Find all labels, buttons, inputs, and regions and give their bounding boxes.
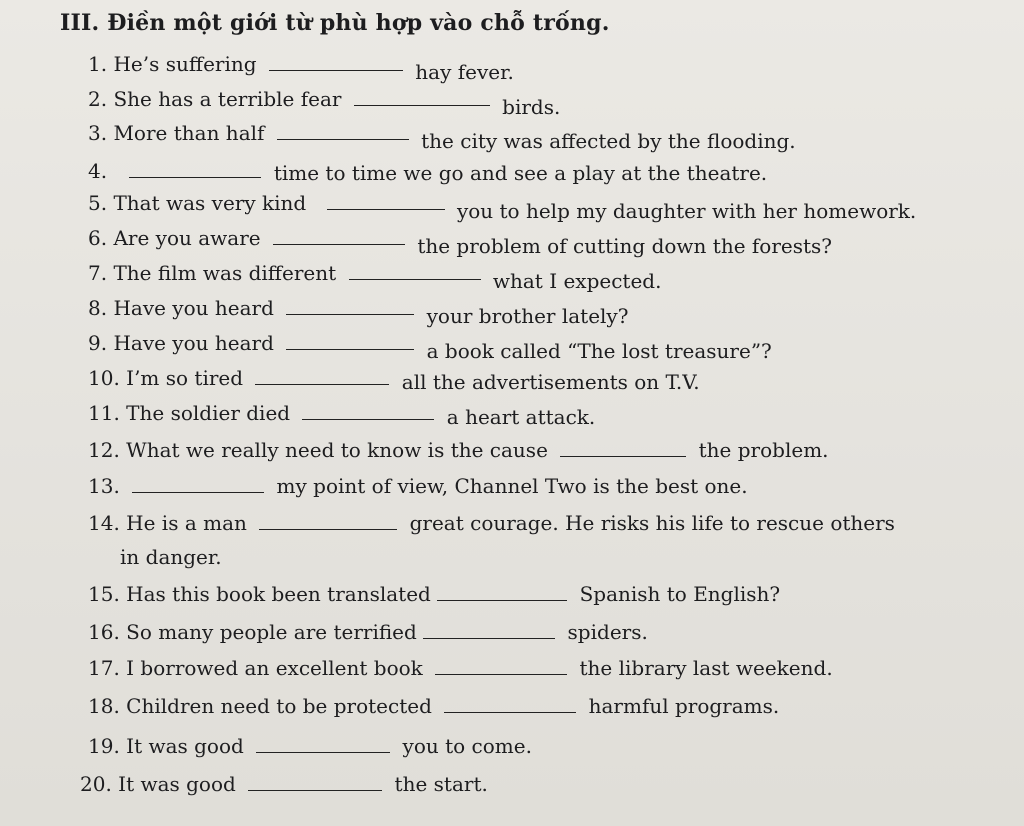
question-number: 17. — [88, 656, 120, 680]
question-number: 18. — [88, 694, 120, 718]
answer-blank[interactable] — [423, 620, 555, 639]
question-number: 6. — [88, 226, 108, 250]
question-17 — [88, 656, 833, 680]
question-16 — [88, 620, 648, 644]
question-text-before: Are you aware — [113, 226, 261, 250]
question-text-before: I’m so tired — [126, 366, 244, 390]
question-text-before: Have you heard — [113, 296, 274, 320]
question-text-before: Has this book been translated — [126, 582, 431, 606]
question-text-before: So many people are terrified — [126, 620, 417, 644]
question-number: 1. — [88, 52, 108, 76]
question-7 — [88, 261, 662, 293]
question-20 — [80, 772, 488, 796]
question-18 — [88, 694, 779, 718]
question-text-before: Have you heard — [113, 331, 274, 355]
question-number: 11. — [88, 401, 120, 425]
answer-blank[interactable] — [354, 87, 490, 106]
question-text-after: hay fever. — [415, 60, 514, 84]
question-text-after: you to come. — [402, 734, 532, 758]
answer-blank[interactable] — [302, 401, 434, 420]
question-text-before: He’s suffering — [113, 52, 257, 76]
question-14-continuation: in danger. — [120, 545, 222, 569]
question-number: 7. — [88, 261, 108, 285]
answer-blank[interactable] — [444, 694, 576, 713]
answer-blank[interactable] — [132, 474, 264, 493]
answer-blank[interactable] — [435, 656, 567, 675]
question-text-before: It was good — [118, 772, 236, 796]
answer-blank[interactable] — [248, 772, 382, 791]
answer-blank[interactable] — [259, 511, 397, 530]
answer-blank[interactable] — [273, 226, 405, 245]
question-text-before: The film was different — [113, 261, 337, 285]
question-number: 16. — [88, 620, 120, 644]
question-text-after: the start. — [394, 772, 488, 796]
question-text-after: Spanish to English? — [579, 582, 781, 606]
question-1 — [88, 52, 514, 84]
question-text-after: a heart attack. — [446, 405, 596, 429]
question-text-before: That was very kind — [113, 191, 307, 215]
question-11 — [88, 401, 596, 429]
question-text-before: More than half — [113, 121, 265, 145]
question-number: 14. — [88, 511, 120, 535]
question-number: 20. — [80, 772, 112, 796]
question-2 — [88, 87, 561, 119]
question-text-after: great courage. He risks his life to rescue others — [409, 511, 895, 535]
question-3 — [88, 121, 796, 153]
question-12 — [88, 438, 829, 462]
question-text-before: The soldier died — [126, 401, 291, 425]
question-14 — [88, 511, 895, 535]
question-10 — [88, 366, 700, 394]
answer-blank[interactable] — [327, 191, 445, 210]
question-number: 9. — [88, 331, 108, 355]
question-number: 15. — [88, 582, 120, 606]
question-text-after: the city was affected by the flooding. — [421, 129, 796, 153]
question-text-after: you to help my daughter with her homework. — [456, 199, 917, 223]
question-text-before: He is a man — [126, 511, 247, 535]
question-text-after: my point of view, Channel Two is the best one. — [276, 474, 748, 498]
question-number: 10. — [88, 366, 120, 390]
question-text-after: birds. — [502, 95, 561, 119]
question-number: 4. — [88, 159, 108, 183]
question-13 — [88, 474, 748, 498]
answer-blank[interactable] — [560, 438, 686, 457]
question-5 — [88, 191, 917, 223]
question-text-after: your brother lately? — [426, 304, 629, 328]
question-number: 5. — [88, 191, 108, 215]
question-text-after: what I expected. — [492, 269, 662, 293]
question-text-after: a book called “The lost treasure”? — [426, 339, 772, 363]
question-text-before: It was good — [126, 734, 244, 758]
question-8 — [88, 296, 629, 328]
question-number: 2. — [88, 87, 108, 111]
question-number: 3. — [88, 121, 108, 145]
question-6 — [88, 226, 833, 258]
question-text-after: the problem. — [698, 438, 829, 462]
question-text-before: I borrowed an excellent book — [126, 656, 423, 680]
question-text-after: spiders. — [567, 620, 648, 644]
question-text-after: harmful programs. — [588, 694, 780, 718]
question-number: 12. — [88, 438, 120, 462]
question-text-after: the library last weekend. — [579, 656, 833, 680]
question-number: 8. — [88, 296, 108, 320]
answer-blank[interactable] — [256, 734, 390, 753]
question-number: 19. — [88, 734, 120, 758]
question-15 — [88, 582, 780, 606]
exercise-title: III. Điền một giới từ phù hợp vào chỗ trống. — [60, 10, 610, 36]
answer-blank[interactable] — [286, 331, 414, 350]
question-4 — [88, 159, 767, 183]
question-9 — [88, 331, 772, 363]
question-number: 13. — [88, 474, 120, 498]
answer-blank[interactable] — [129, 159, 261, 178]
question-19 — [88, 734, 532, 758]
question-text-after: the problem of cutting down the forests? — [417, 234, 833, 258]
question-text-before: She has a terrible fear — [113, 87, 342, 111]
question-text-after: all the advertisements on T.V. — [401, 370, 700, 394]
question-text-after: time to time we go and see a play at the theatre. — [273, 161, 768, 185]
answer-blank[interactable] — [269, 52, 403, 71]
answer-blank[interactable] — [255, 366, 389, 385]
answer-blank[interactable] — [349, 261, 481, 280]
answer-blank[interactable] — [437, 582, 567, 601]
answer-blank[interactable] — [277, 121, 409, 140]
answer-blank[interactable] — [286, 296, 414, 315]
question-text-before: Children need to be protected — [126, 694, 432, 718]
question-text-before: What we really need to know is the cause — [126, 438, 548, 462]
